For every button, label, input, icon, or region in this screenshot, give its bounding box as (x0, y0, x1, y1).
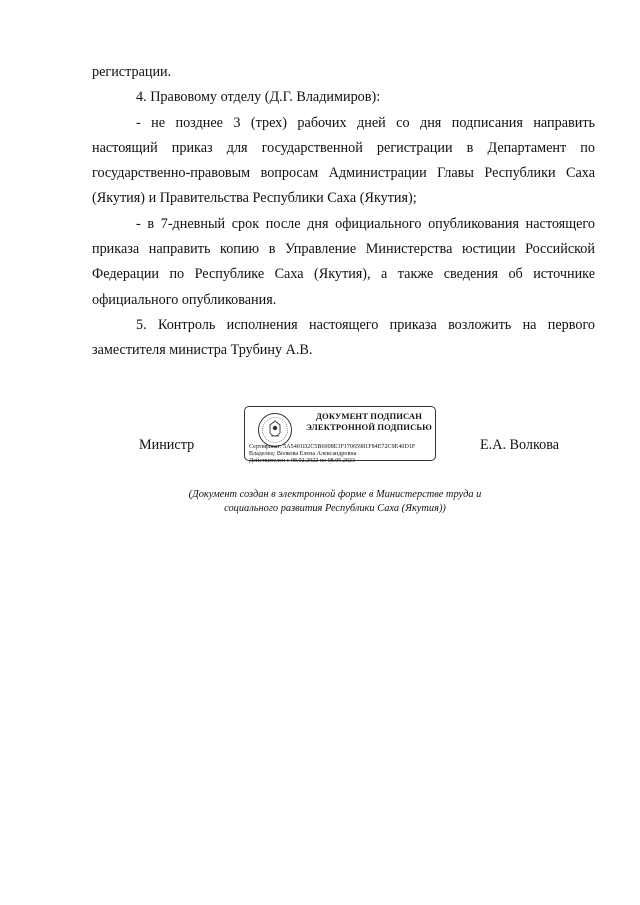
stamp-title-line-2: ЭЛЕКТРОННОЙ ПОДПИСЬЮ (306, 421, 432, 432)
electronic-signature-stamp (244, 406, 436, 464)
paragraph-item-4-a: - не позднее 3 (трех) рабочих дней со дня подписания направить настоящий приказ для государственной регистрации в Департамент по государственно-правовым вопросам Администрации Главы Республики Саха (Якутия) и Правительства Республики Саха (Якутия); (92, 114, 595, 207)
document-origin-note: (Документ создан в электронной форме в Министерстве труда и социального развития Республики Саха (Якутия)) (188, 489, 482, 514)
stamp-title (303, 411, 435, 432)
paragraph-item-5: 5. Контроль исполнения настоящего приказа возложить на первого заместителя министра Трубину А.В. (92, 316, 595, 359)
signer-role: Министр (139, 437, 195, 453)
paragraph-item-4-b: - в 7-дневный срок после дня официального опубликования настоящего приказа направить копию в Управление Министерства юстиции Российской Федерации по Республике Саха (Якутия), а также сведения об источнике официального опубликования. (92, 215, 595, 308)
signer-name: Е.А. Волкова (480, 437, 560, 453)
stamp-validity: Действителен с 08.02.2022 по 08.05.2023 (249, 458, 356, 464)
document-body (92, 60, 595, 364)
paragraph-continuation: регистрации. (92, 64, 172, 80)
emblem-icon (257, 412, 293, 448)
stamp-owner: Владелец: Волкова Елена Александровна (249, 451, 357, 457)
stamp-certificate-info (249, 444, 435, 465)
stamp-title-line-1: ДОКУМЕНТ ПОДПИСАН (316, 411, 422, 421)
stamp-certificate: Сертификат: 5A5401D2C5B6908E3F17065981F84E72C9E40D1F (249, 444, 416, 450)
paragraph-item-4: 4. Правовому отделу (Д.Г. Владимиров): (136, 89, 381, 106)
